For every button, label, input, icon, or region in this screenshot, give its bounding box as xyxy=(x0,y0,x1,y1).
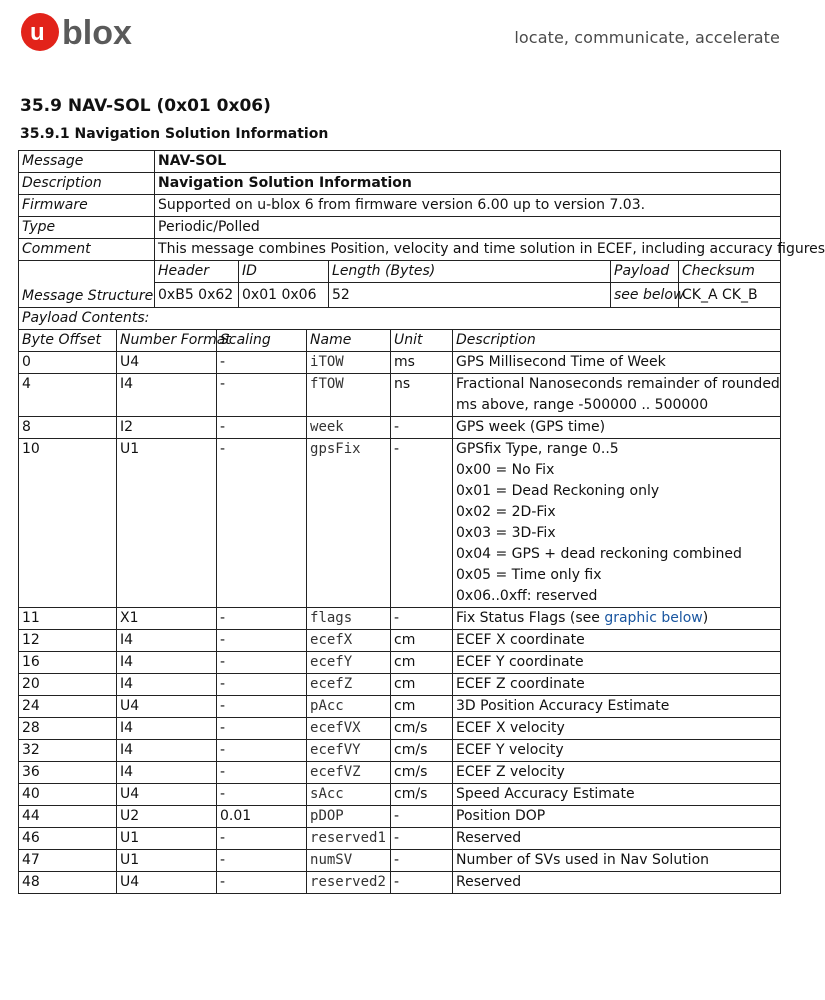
type-value: Periodic/Polled xyxy=(155,217,781,239)
scaling: - xyxy=(217,608,307,630)
firmware-label: Firmware xyxy=(19,195,155,217)
unit: - xyxy=(391,806,453,828)
field-description xyxy=(453,850,781,872)
structure-label-cell xyxy=(19,261,155,308)
subsection-title: 35.9.1 Navigation Solution Information xyxy=(20,126,329,142)
field-description xyxy=(453,674,781,696)
scaling: - xyxy=(217,850,307,872)
field-name: ecefZ xyxy=(307,674,391,696)
payload-row xyxy=(19,608,781,630)
scaling: - xyxy=(217,352,307,374)
description-line: GPS Millisecond Time of Week xyxy=(456,354,666,370)
field-description xyxy=(453,828,781,850)
payload-row xyxy=(19,784,781,806)
unit: cm/s xyxy=(391,740,453,762)
unit: cm/s xyxy=(391,784,453,806)
payload-row xyxy=(19,696,781,718)
field-description xyxy=(453,718,781,740)
checksum-col-label: Checksum xyxy=(679,261,781,283)
id-value: 0x01 0x06 xyxy=(239,283,329,308)
description-line: 0x02 = 2D-Fix xyxy=(456,504,556,520)
byte-offset: 24 xyxy=(19,696,117,718)
payload-row xyxy=(19,417,781,439)
description-label: Description xyxy=(19,173,155,195)
description-line: ECEF X coordinate xyxy=(456,632,585,648)
field-description xyxy=(453,417,781,439)
byte-offset: 16 xyxy=(19,652,117,674)
description-line: Number of SVs used in Nav Solution xyxy=(456,852,710,868)
payload-row xyxy=(19,718,781,740)
description-line: 0x01 = Dead Reckoning only xyxy=(456,483,660,499)
field-description xyxy=(453,608,781,630)
byte-offset: 12 xyxy=(19,630,117,652)
payload-row xyxy=(19,374,781,417)
field-name: pDOP xyxy=(307,806,391,828)
description-line: 0x04 = GPS + dead reckoning combined xyxy=(456,546,742,562)
description-line: ECEF Y coordinate xyxy=(456,654,584,670)
description-line-with-link xyxy=(456,608,777,629)
description-line: Position DOP xyxy=(456,808,546,824)
field-name: ecefX xyxy=(307,630,391,652)
payload-columns-row xyxy=(19,330,781,352)
scaling: - xyxy=(217,762,307,784)
description-line: 0x03 = 3D-Fix xyxy=(456,525,556,541)
comment-label: Comment xyxy=(19,239,155,261)
description-line: ECEF Z velocity xyxy=(456,764,565,780)
header-col-label: Header xyxy=(155,261,239,283)
description-line: ms above, range -500000 .. 500000 xyxy=(456,397,709,413)
type-row xyxy=(19,217,781,239)
length-col-label: Length (Bytes) xyxy=(329,261,611,283)
scaling: - xyxy=(217,872,307,894)
scaling: - xyxy=(217,652,307,674)
byte-offset: 47 xyxy=(19,850,117,872)
svg-text:blox: blox xyxy=(62,14,132,52)
payload-row xyxy=(19,740,781,762)
payload-row xyxy=(19,806,781,828)
col-byte-offset: Byte Offset xyxy=(19,330,117,352)
unit: cm xyxy=(391,696,453,718)
firmware-row xyxy=(19,195,781,217)
number-format: I4 xyxy=(117,652,217,674)
col-number-format: Number Format xyxy=(117,330,217,352)
payload-row xyxy=(19,850,781,872)
description-line: 3D Position Accuracy Estimate xyxy=(456,698,670,714)
field-description xyxy=(453,696,781,718)
field-name: numSV xyxy=(307,850,391,872)
payload-col-label: Payload xyxy=(611,261,679,283)
page-header xyxy=(0,0,808,80)
field-name: gpsFix xyxy=(307,439,391,608)
payload-row xyxy=(19,630,781,652)
number-format: U4 xyxy=(117,784,217,806)
scaling: - xyxy=(217,696,307,718)
number-format: I2 xyxy=(117,417,217,439)
field-description xyxy=(453,872,781,894)
field-description xyxy=(453,784,781,806)
byte-offset: 46 xyxy=(19,828,117,850)
number-format: I4 xyxy=(117,718,217,740)
number-format: I4 xyxy=(117,762,217,784)
unit: ms xyxy=(391,352,453,374)
firmware-value: Supported on u-blox 6 from firmware version 6.00 up to version 7.03. xyxy=(155,195,781,217)
description-line: ECEF X velocity xyxy=(456,720,565,736)
col-name: Name xyxy=(307,330,391,352)
number-format: U1 xyxy=(117,828,217,850)
scaling: - xyxy=(217,828,307,850)
field-name: ecefVZ xyxy=(307,762,391,784)
byte-offset: 11 xyxy=(19,608,117,630)
byte-offset: 48 xyxy=(19,872,117,894)
structure-label: Message Structure xyxy=(22,288,154,304)
description-text-end: ) xyxy=(702,610,709,626)
message-label: Message xyxy=(19,151,155,173)
description-line: GPS week (GPS time) xyxy=(456,419,606,435)
payload-row xyxy=(19,352,781,374)
unit: cm xyxy=(391,652,453,674)
checksum-value: CK_A CK_B xyxy=(679,283,781,308)
payload-row xyxy=(19,674,781,696)
number-format: I4 xyxy=(117,374,217,417)
payload-row xyxy=(19,652,781,674)
length-value: 52 xyxy=(329,283,611,308)
payload-rows xyxy=(19,352,781,894)
field-description xyxy=(453,352,781,374)
field-name: fTOW xyxy=(307,374,391,417)
description-line: 0x00 = No Fix xyxy=(456,462,555,478)
field-name: iTOW xyxy=(307,352,391,374)
byte-offset: 44 xyxy=(19,806,117,828)
field-description xyxy=(453,806,781,828)
description-line: Reserved xyxy=(456,830,522,846)
number-format: U2 xyxy=(117,806,217,828)
message-value: NAV-SOL xyxy=(155,151,781,173)
payload-row xyxy=(19,828,781,850)
unit: cm/s xyxy=(391,762,453,784)
unit: - xyxy=(391,417,453,439)
id-col-label: ID xyxy=(239,261,329,283)
unit: - xyxy=(391,850,453,872)
field-description xyxy=(453,374,781,417)
col-description: Description xyxy=(453,330,781,352)
description-row xyxy=(19,173,781,195)
number-format: U4 xyxy=(117,872,217,894)
payload-title: Payload Contents: xyxy=(19,308,781,330)
unit: cm xyxy=(391,674,453,696)
number-format: U4 xyxy=(117,352,217,374)
field-name: reserved2 xyxy=(307,872,391,894)
number-format: I4 xyxy=(117,674,217,696)
byte-offset: 10 xyxy=(19,439,117,608)
scaling: - xyxy=(217,784,307,806)
byte-offset: 8 xyxy=(19,417,117,439)
unit: ns xyxy=(391,374,453,417)
section-title: 35.9 NAV-SOL (0x01 0x06) xyxy=(20,96,271,116)
scaling: - xyxy=(217,417,307,439)
scaling: - xyxy=(217,740,307,762)
field-description xyxy=(453,762,781,784)
scaling: - xyxy=(217,674,307,696)
number-format: I4 xyxy=(117,630,217,652)
number-format: X1 xyxy=(117,608,217,630)
field-name: flags xyxy=(307,608,391,630)
unit: cm xyxy=(391,630,453,652)
byte-offset: 36 xyxy=(19,762,117,784)
byte-offset: 20 xyxy=(19,674,117,696)
description-line: GPSfix Type, range 0..5 xyxy=(456,441,619,457)
description-line: ECEF Z coordinate xyxy=(456,676,585,692)
payload-title-row xyxy=(19,308,781,330)
field-name: ecefVY xyxy=(307,740,391,762)
description-line: 0x06..0xff: reserved xyxy=(456,588,598,604)
unit: cm/s xyxy=(391,718,453,740)
field-description xyxy=(453,439,781,608)
payload-row xyxy=(19,872,781,894)
field-description xyxy=(453,652,781,674)
payload-row xyxy=(19,762,781,784)
field-name: sAcc xyxy=(307,784,391,806)
description-line: Fractional Nanoseconds remainder of rounded xyxy=(456,376,780,392)
scaling: - xyxy=(217,630,307,652)
field-description xyxy=(453,740,781,762)
graphic-below-link[interactable]: graphic below xyxy=(604,610,703,626)
col-scaling: Scaling xyxy=(217,330,307,352)
byte-offset: 40 xyxy=(19,784,117,806)
byte-offset: 4 xyxy=(19,374,117,417)
type-label: Type xyxy=(19,217,155,239)
field-name: ecefY xyxy=(307,652,391,674)
byte-offset: 0 xyxy=(19,352,117,374)
number-format: I4 xyxy=(117,740,217,762)
unit: - xyxy=(391,439,453,608)
scaling: - xyxy=(217,718,307,740)
unit: - xyxy=(391,608,453,630)
unit: - xyxy=(391,872,453,894)
message-table xyxy=(18,150,825,894)
comment-row xyxy=(19,239,781,261)
field-name: ecefVX xyxy=(307,718,391,740)
structure-header-row xyxy=(19,261,781,283)
description-line: Speed Accuracy Estimate xyxy=(456,786,635,802)
number-format: U4 xyxy=(117,696,217,718)
svg-text:u: u xyxy=(30,19,45,46)
byte-offset: 28 xyxy=(19,718,117,740)
byte-offset: 32 xyxy=(19,740,117,762)
col-unit: Unit xyxy=(391,330,453,352)
scaling: - xyxy=(217,439,307,608)
header-value: 0xB5 0x62 xyxy=(155,283,239,308)
description-line: ECEF Y velocity xyxy=(456,742,564,758)
scaling: 0.01 xyxy=(217,806,307,828)
unit: - xyxy=(391,828,453,850)
payload-value: see below xyxy=(611,283,679,308)
description-text: Fix Status Flags (see xyxy=(456,610,605,626)
ublox-logo xyxy=(18,8,158,58)
description-value: Navigation Solution Information xyxy=(155,173,781,195)
scaling: - xyxy=(217,374,307,417)
payload-row xyxy=(19,439,781,608)
field-name: reserved1 xyxy=(307,828,391,850)
message-row xyxy=(19,151,781,173)
field-name: pAcc xyxy=(307,696,391,718)
field-description xyxy=(453,630,781,652)
comment-value: This message combines Position, velocity and time solution in ECEF, including accuracy figures xyxy=(155,239,781,261)
number-format: U1 xyxy=(117,850,217,872)
number-format: U1 xyxy=(117,439,217,608)
tagline: locate, communicate, accelerate xyxy=(514,28,780,47)
field-name: week xyxy=(307,417,391,439)
description-line: 0x05 = Time only fix xyxy=(456,567,602,583)
description-line: Reserved xyxy=(456,874,522,890)
